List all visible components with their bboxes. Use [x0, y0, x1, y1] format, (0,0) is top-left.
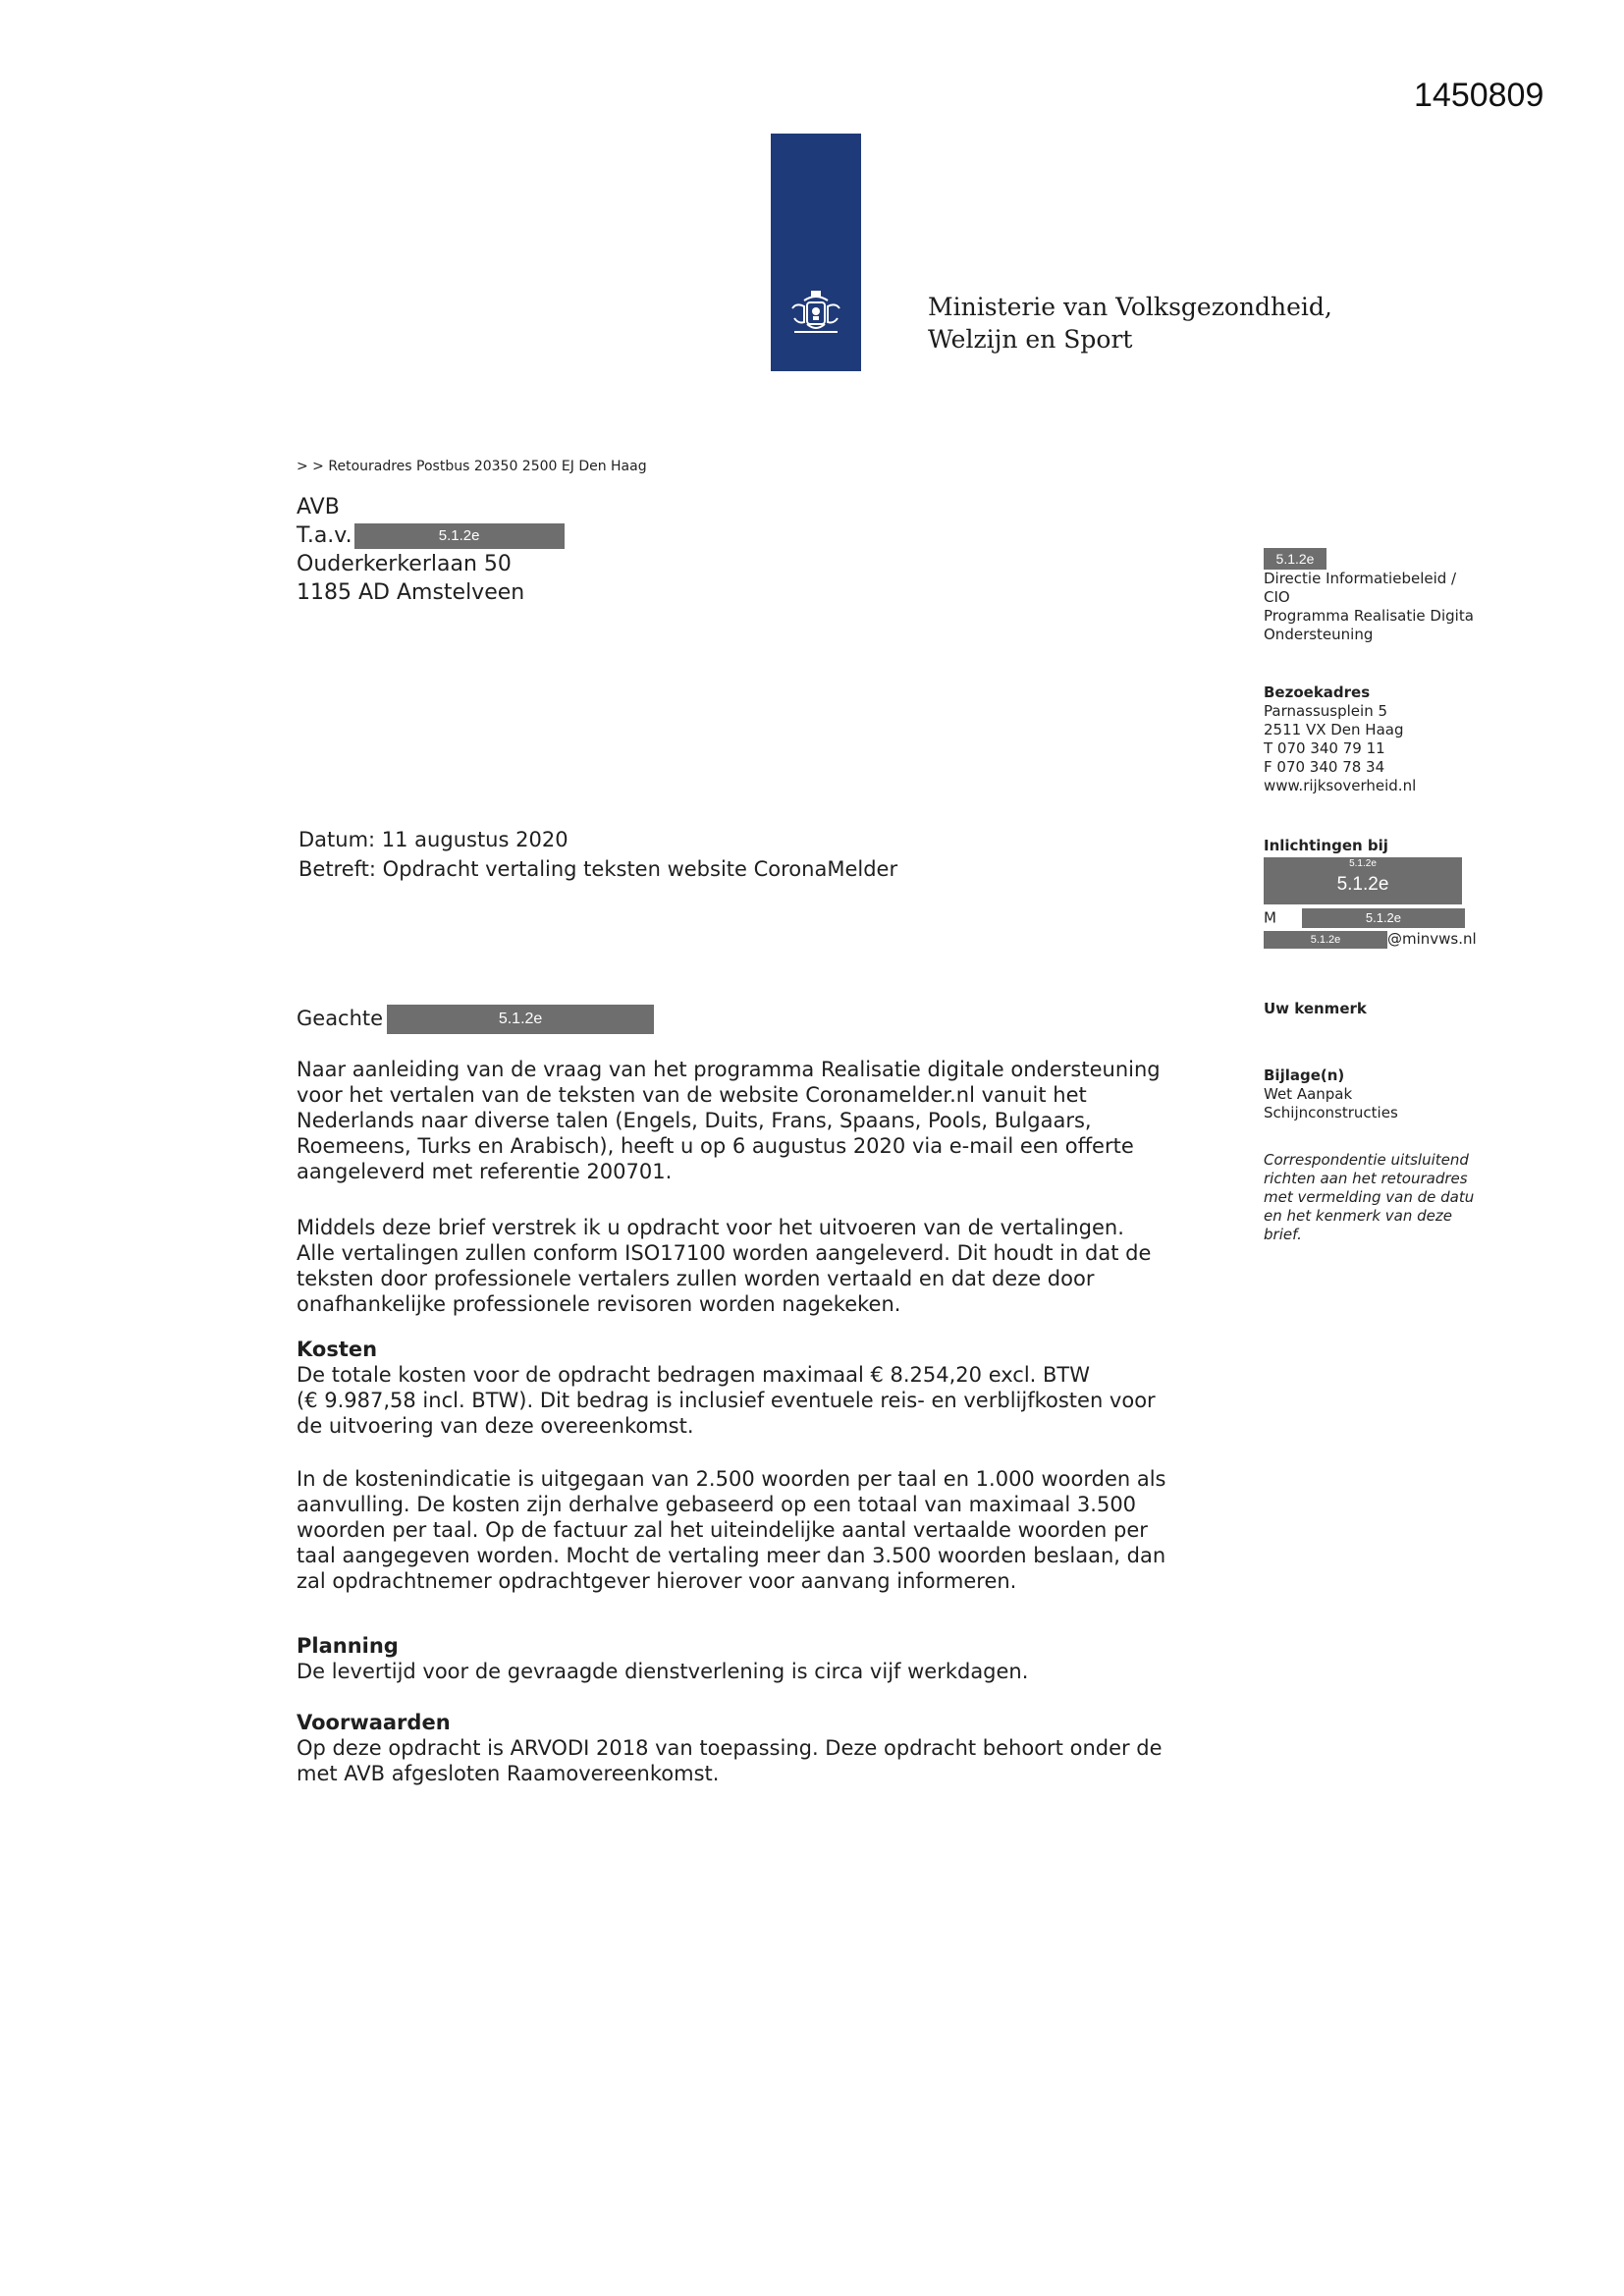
attn-prefix: T.a.v. — [297, 523, 352, 548]
body-paragraph-2 — [297, 1215, 1210, 1317]
visit-line: 2511 VX Den Haag — [1264, 721, 1404, 738]
attach-line: Schijnconstructies — [1264, 1104, 1398, 1121]
visit-line: T 070 340 79 11 — [1264, 739, 1385, 757]
sidebar-note — [1264, 1151, 1474, 1244]
sidebar-reference — [1264, 1000, 1367, 1018]
body-paragraph-kosten-2 — [297, 1466, 1210, 1594]
section-planning — [297, 1633, 1210, 1684]
dept-line: Ondersteuning — [1264, 626, 1374, 643]
redaction-box: 5.1.2e — [387, 1005, 654, 1034]
letter-date: Datum: 11 augustus 2020 — [298, 828, 568, 851]
sidebar-info — [1264, 837, 1477, 949]
text-line: Op deze opdracht is ARVODI 2018 van toepassing. Deze opdracht behoort onder de — [297, 1736, 1163, 1760]
text-line: teksten door professionele vertalers zullen worden vertaald en dat deze door — [297, 1267, 1095, 1290]
info-mobile — [1264, 908, 1477, 928]
info-heading: Inlichtingen bij — [1264, 837, 1388, 854]
text-line: Naar aanleiding van de vraag van het programma Realisatie digitale ondersteuning — [297, 1058, 1161, 1081]
visit-line: Parnassusplein 5 — [1264, 702, 1388, 720]
note-line: brief. — [1264, 1226, 1302, 1243]
text-line: aangeleverd met referentie 200701. — [297, 1160, 673, 1183]
recipient-org: AVB — [297, 495, 340, 519]
text-line: voor het vertalen van de teksten van de website Coronamelder.nl vanuit het — [297, 1083, 1087, 1107]
text-line: Nederlands naar diverse talen (Engels, Duits, Frans, Spaans, Pools, Bulgaars, — [297, 1109, 1092, 1132]
text-line: de uitvoering van deze overeenkomst. — [297, 1414, 694, 1438]
text-line: woorden per taal. Op de factuur zal het uiteindelijke aantal vertaalde woorden per — [297, 1518, 1148, 1542]
redaction-box: 5.1.2e — [354, 523, 565, 549]
visit-heading: Bezoekadres — [1264, 683, 1371, 701]
redaction-label-small: 5.1.2e — [1349, 858, 1377, 869]
attach-heading: Bijlage(n) — [1264, 1066, 1345, 1084]
attach-line: Wet Aanpak — [1264, 1085, 1353, 1103]
body-paragraph-1 — [297, 1057, 1210, 1184]
section-heading: Voorwaarden — [297, 1711, 451, 1734]
section-heading: Kosten — [297, 1338, 378, 1361]
ministry-logo — [771, 134, 861, 371]
email-suffix: @minvws.nl — [1387, 930, 1477, 948]
redaction-label-big: 5.1.2e — [1336, 874, 1389, 895]
recipient-street: Ouderkerkerlaan 50 — [297, 552, 512, 576]
redaction-box: 5.1.2e — [1264, 931, 1387, 949]
note-line: met vermelding van de datu — [1264, 1188, 1475, 1206]
ministry-line-2: Welzijn en Sport — [928, 325, 1133, 354]
note-line: en het kenmerk van deze — [1264, 1207, 1452, 1225]
note-line: Correspondentie uitsluitend — [1264, 1151, 1469, 1169]
coat-of-arms-icon — [781, 279, 851, 350]
recipient-address — [297, 493, 565, 607]
dept-line: Programma Realisatie Digita — [1264, 607, 1474, 625]
salutation-prefix: Geachte — [297, 1007, 384, 1030]
text-line: aanvulling. De kosten zijn derhalve gebaseerd op een totaal van maximaal 3.500 — [297, 1493, 1137, 1516]
sidebar-attachments — [1264, 1066, 1398, 1122]
text-line: Middels deze brief verstrek ik u opdracht voor het uitvoeren van de vertalingen. — [297, 1216, 1124, 1239]
text-line: onafhankelijke professionele revisoren worden nagekeken. — [297, 1292, 901, 1316]
visit-line: www.rijksoverheid.nl — [1264, 777, 1417, 794]
salutation — [297, 1004, 654, 1034]
mobile-prefix: M — [1264, 908, 1276, 927]
text-line: De totale kosten voor de opdracht bedragen maximaal € 8.254,20 excl. BTW — [297, 1363, 1091, 1387]
text-line: In de kostenindicatie is uitgegaan van 2.500 woorden per taal en 1.000 woorden als — [297, 1467, 1166, 1491]
document-number: 1450809 — [1414, 77, 1544, 114]
recipient-attn — [297, 521, 565, 550]
section-voorwaarden — [297, 1710, 1210, 1786]
ref-heading: Uw kenmerk — [1264, 1000, 1367, 1017]
text-line: Alle vertalingen zullen conform ISO17100 worden aangeleverd. Dit houdt in dat de — [297, 1241, 1152, 1265]
sidebar-department — [1264, 548, 1474, 644]
ministry-name — [928, 291, 1332, 355]
text-line: (€ 9.987,58 incl. BTW). Dit bedrag is inclusief eventuele reis- en verblijfkosten voor — [297, 1389, 1156, 1412]
letter-meta — [298, 825, 897, 884]
note-line: richten aan het retouradres — [1264, 1170, 1468, 1187]
text-line: De levertijd voor de gevraagde dienstverlening is circa vijf werkdagen. — [297, 1660, 1029, 1683]
return-address: > > Retouradres Postbus 20350 2500 EJ Den Haag — [297, 459, 647, 474]
visit-line: F 070 340 78 34 — [1264, 758, 1385, 776]
ministry-line-1: Ministerie van Volksgezondheid, — [928, 293, 1332, 321]
section-heading: Planning — [297, 1634, 399, 1658]
info-email — [1264, 930, 1477, 949]
letter-subject: Betreft: Opdracht vertaling teksten website CoronaMelder — [298, 857, 898, 881]
text-line: met AVB afgesloten Raamovereenkomst. — [297, 1762, 720, 1785]
text-line: Roemeens, Turks en Arabisch), heeft u op 6 augustus 2020 via e-mail een offerte — [297, 1134, 1134, 1158]
sidebar-visit-address — [1264, 683, 1416, 795]
dept-line: Directie Informatiebeleid / — [1264, 570, 1457, 587]
redaction-box — [1264, 857, 1462, 904]
recipient-city: 1185 AD Amstelveen — [297, 580, 525, 605]
section-kosten — [297, 1337, 1210, 1439]
redaction-box: 5.1.2e — [1264, 548, 1326, 570]
dept-line: CIO — [1264, 588, 1290, 606]
text-line: zal opdrachtnemer opdrachtgever hierover voor aanvang informeren. — [297, 1569, 1017, 1593]
text-line: taal aangegeven worden. Mocht de vertaling meer dan 3.500 woorden beslaan, dan — [297, 1544, 1166, 1567]
redaction-box: 5.1.2e — [1302, 908, 1465, 928]
